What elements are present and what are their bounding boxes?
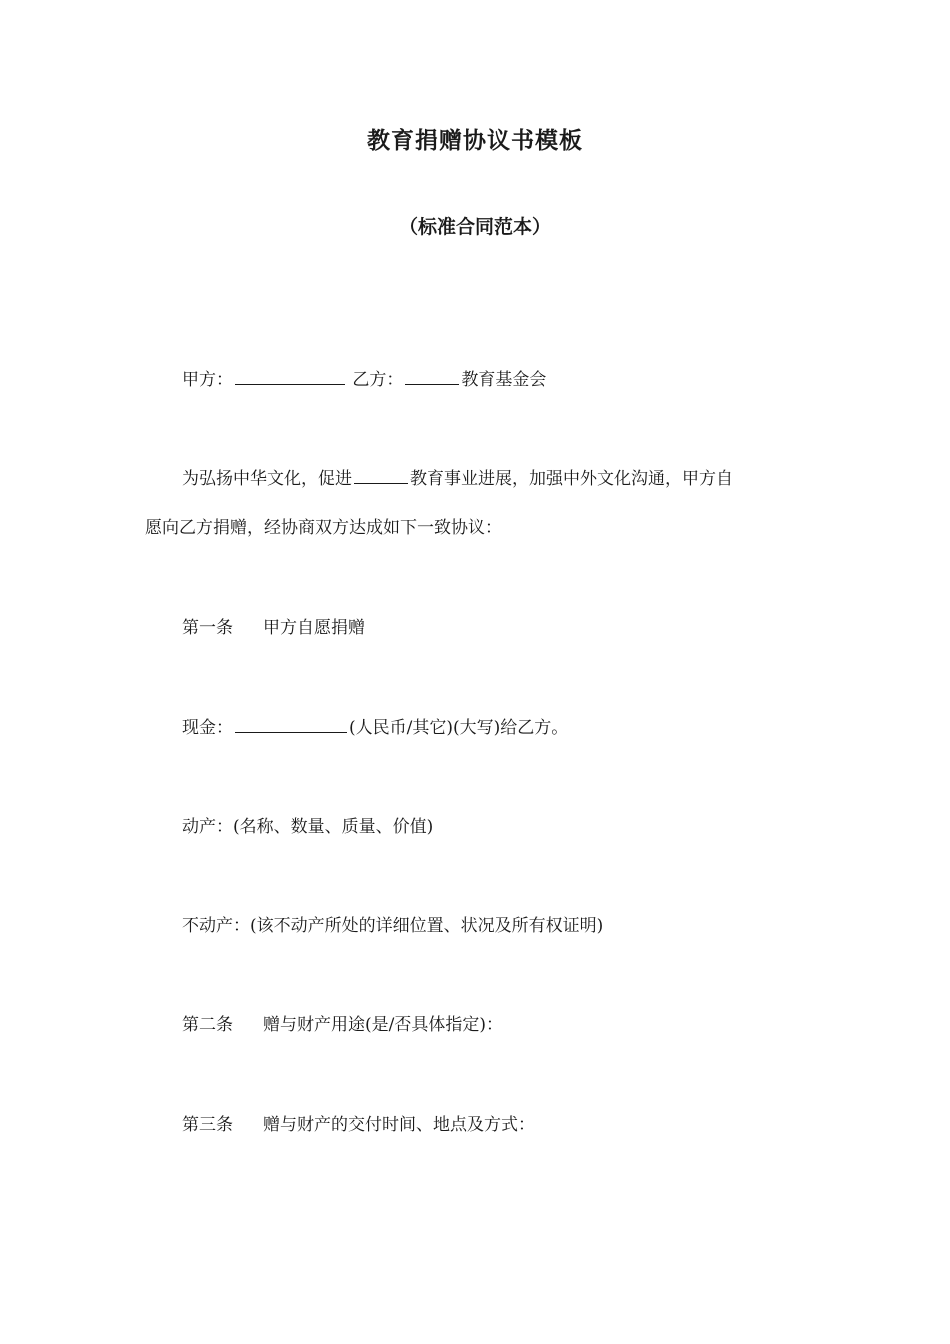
party-b-blank (405, 367, 459, 385)
party-b-label: 乙方： (352, 370, 404, 390)
preamble-line-1 (182, 466, 733, 491)
article-3-text: 赠与财产的交付时间、地点及方式： (263, 1115, 535, 1135)
document-title: 教育捐赠协议书模板 (367, 128, 583, 154)
document-subtitle: （标准合同范本） (398, 216, 551, 238)
party-a-blank (235, 367, 345, 385)
cash-line (182, 715, 568, 740)
article-3 (182, 1113, 535, 1137)
article-2-text: 赠与财产用途(是/否具体指定)： (263, 1015, 503, 1035)
party-b-suffix: 教育基金会 (461, 370, 547, 390)
cash-blank (235, 715, 347, 733)
immovable-line: 不动产：(该不动产所处的详细位置、状况及所有权证明) (182, 916, 604, 936)
parties-line (182, 367, 546, 392)
preamble-part-2: 教育事业进展，加强中外文化沟通，甲方自 (410, 469, 733, 489)
preamble-blank (354, 466, 408, 484)
article-2 (182, 1013, 503, 1037)
article-1-number: 第一条 (182, 618, 233, 638)
article-1-text: 甲方自愿捐赠 (263, 618, 365, 638)
cash-label: 现金： (182, 718, 233, 738)
preamble-line-2: 愿向乙方捐赠，经协商双方达成如下一致协议： (145, 518, 502, 538)
article-2-number: 第二条 (182, 1015, 233, 1035)
cash-suffix: (人民币/其它)(大写)给乙方。 (349, 718, 569, 738)
preamble-part-1: 为弘扬中华文化，促进 (182, 469, 352, 489)
article-3-number: 第三条 (182, 1115, 233, 1135)
movable-line: 动产：(名称、数量、质量、价值) (182, 817, 434, 837)
party-a-label: 甲方： (182, 370, 233, 390)
article-1 (182, 616, 365, 640)
